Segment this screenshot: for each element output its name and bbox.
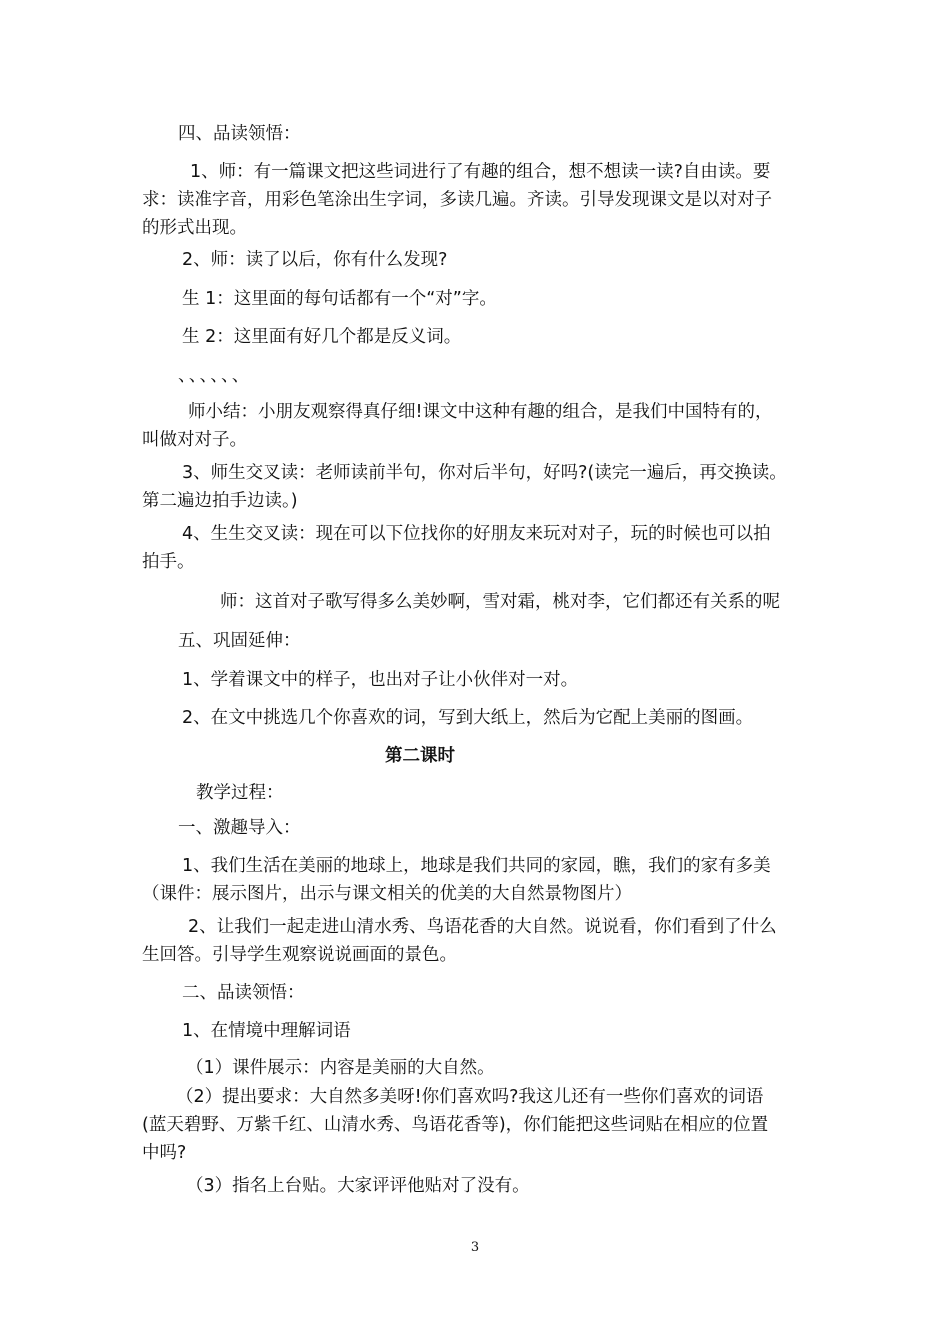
reading-subitem-2 (142, 1083, 810, 1167)
paragraph-line: 求：读准字音，用彩色笔涂出生字词，多读几遍。齐读。引导发现课文是以对对子 (142, 190, 772, 210)
paragraph-line: 师小结：小朋友观察得真仔细!课文中这种有趣的组合，是我们中国特有的， (188, 402, 773, 422)
reading-subitem-1: （1）课件展示：内容是美丽的大自然。 (186, 1058, 495, 1078)
paragraph-line: 1、我们生活在美丽的地球上，地球是我们共同的家园，瞧，我们的家有多美 (182, 856, 771, 876)
extension-item-1: 1、学着课文中的样子，也出对子让小伙伴对一对。 (182, 670, 579, 690)
paragraph-2: 2、师：读了以后，你有什么发现? (182, 250, 448, 270)
paragraph-4 (142, 520, 810, 576)
teacher-remark: 师：这首对子歌写得多么美妙啊，雪对霜，桃对李，它们都还有关系的呢 (220, 592, 780, 612)
section-heading-2: 二、品读领悟： (182, 983, 305, 1003)
student-answer-2: 生 2：这里面有好几个都是反义词。 (182, 327, 462, 347)
teaching-process-label: 教学过程： (196, 783, 284, 803)
paragraph-line: 拍手。 (142, 552, 195, 572)
paragraph-line: 生回答。引导学生观察说说画面的景色。 (142, 945, 457, 965)
ellipsis-marks: 、、、、、、 (178, 366, 252, 386)
paragraph-line: (蓝天碧野、万紫千红、山清水秀、鸟语花香等)，你们能把这些词贴在相应的位置 (142, 1115, 769, 1135)
page-number: 3 (470, 1240, 480, 1255)
intro-paragraph-1 (142, 852, 810, 908)
paragraph-line: 中吗? (142, 1143, 187, 1163)
section-heading-5: 五、巩固延伸： (178, 631, 301, 651)
paragraph-1 (142, 158, 810, 242)
paragraph-3 (142, 459, 810, 515)
lesson-title: 第二课时 (385, 746, 455, 766)
paragraph-line: （2）提出要求：大自然多美呀!你们喜欢吗?我这儿还有一些你们喜欢的词语 (176, 1087, 764, 1107)
section-heading-4: 四、品读领悟： (178, 124, 301, 144)
student-answer-1: 生 1：这里面的每句话都有一个“对”字。 (182, 289, 497, 309)
paragraph-line: 的形式出现。 (142, 218, 247, 238)
extension-item-2: 2、在文中挑选几个你喜欢的词，写到大纸上，然后为它配上美丽的图画。 (182, 708, 754, 728)
paragraph-line: 2、让我们一起走进山清水秀、鸟语花香的大自然。说说看，你们看到了什么 (188, 917, 777, 937)
paragraph-line: （课件：展示图片，出示与课文相关的优美的大自然景物图片） (142, 884, 632, 904)
paragraph-line: 第二遍边拍手边读。) (142, 491, 298, 511)
paragraph-line: 1、师：有一篇课文把这些词进行了有趣的组合，想不想读一读?自由读。要 (190, 162, 771, 182)
paragraph-line: 4、生生交叉读：现在可以下位找你的好朋友来玩对对子，玩的时候也可以拍 (182, 524, 771, 544)
reading-subitem-3: （3）指名上台贴。大家评评他贴对了没有。 (186, 1176, 530, 1196)
intro-paragraph-2 (142, 913, 810, 969)
section-heading-1: 一、激趣导入： (178, 818, 301, 838)
reading-item-1: 1、在情境中理解词语 (182, 1021, 351, 1041)
teacher-summary (142, 398, 810, 454)
paragraph-line: 叫做对对子。 (142, 430, 247, 450)
paragraph-line: 3、师生交叉读：老师读前半句，你对后半句，好吗?(读完一遍后，再交换读。 (182, 463, 787, 483)
